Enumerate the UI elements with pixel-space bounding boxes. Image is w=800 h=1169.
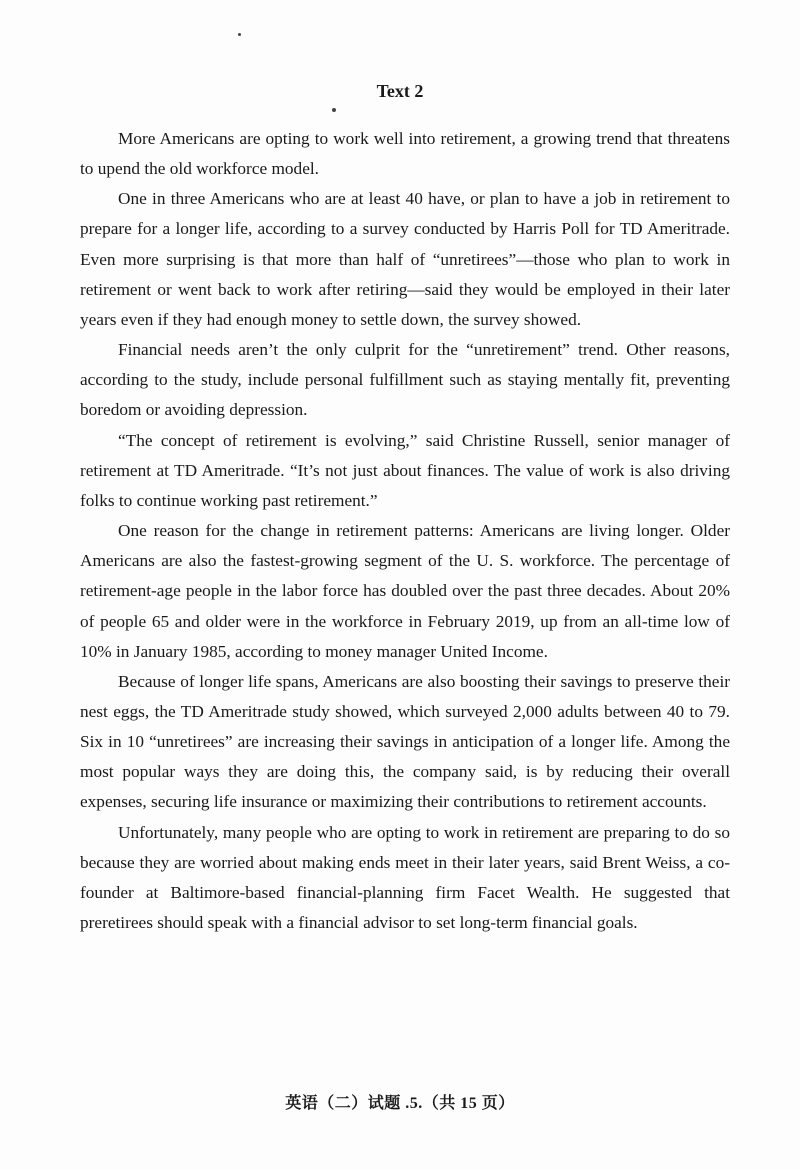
paragraph-3: Financial needs aren’t the only culprit for the “unretirement” trend. Other reasons, according to the study, include personal fulfillment such as staying mentally fit, preventing boredom or avoiding depression. [80,340,730,420]
scan-speck [332,108,336,112]
page-footer: 英语（二）试题 .5.（共 15 页） [285,1095,515,1112]
passage-body [80,124,730,938]
passage-title: Text 2 [376,81,424,101]
paragraph-4: “The concept of retirement is evolving,” said Christine Russell, senior manager of retirement at TD Ameritrade. “It’s not just about finances. The value of work is also driving folks to continue working past retirement.” [80,430,730,510]
paragraph-2: One in three Americans who are at least 40 have, or plan to have a job in retirement to prepare for a longer life, according to a survey conducted by Harris Poll for TD Ameritrade. Even more surprising is that more than half of “unretirees”—those who plan to work in retirement or went back to work after retiring—said they would be employed in their later years even if they had enough money to settle down, the survey showed. [80,189,730,329]
paragraph-7: Unfortunately, many people who are opting to work in retirement are preparing to do so because they are worried about making ends meet in their later years, said Brent Weiss, a co-founder at Baltimore-based financial-planning firm Facet Wealth. He suggested that preretirees should speak with a financial advisor to set long-term financial goals. [80,822,730,933]
scan-speck [238,33,241,36]
paragraph-6: Because of longer life spans, Americans are also boosting their savings to preserve their nest eggs, the TD Ameritrade study showed, which surveyed 2,000 adults between 40 to 79. Six in 10 “unretirees” are increasing their savings in anticipation of a longer life. Among the most popular ways they are doing this, the company said, is by reducing their overall expenses, securing life insurance or maximizing their contributions to retirement accounts. [80,671,730,812]
paragraph-5: One reason for the change in retirement patterns: Americans are living longer. Older Americans are also the fastest-growing segment of the U. S. workforce. The percentage of retirement-age people in the labor force has doubled over the past three decades. About 20% of people 65 and older were in the workforce in February 2019, up from an all-time low of 10% in January 1985, according to money manager United Income. [80,521,730,661]
paragraph-1: More Americans are opting to work well into retirement, a growing trend that threatens to upend the old workforce model. [80,129,730,179]
